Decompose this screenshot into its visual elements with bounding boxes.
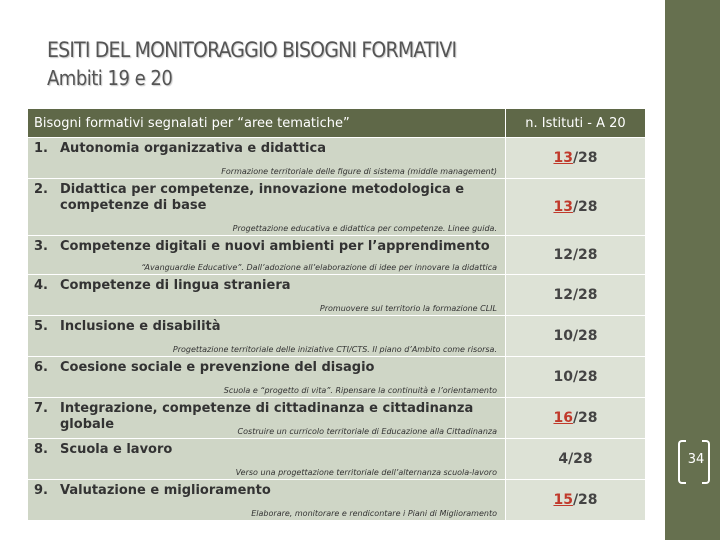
count-value: 10: [553, 369, 573, 385]
count-cell: [506, 439, 646, 480]
item-note: Formazione territoriale delle figure di sistema (middle management): [221, 167, 497, 176]
item-number: 8.: [34, 442, 48, 457]
count-cell: [506, 480, 646, 521]
item-number: 6.: [34, 360, 48, 375]
item-label: Valutazione e miglioramento: [60, 483, 271, 498]
topic-cell: [28, 179, 506, 236]
item-note: Progettazione territoriale delle iniziative CTI/CTS. Il piano d’Ambito come risorsa.: [172, 345, 497, 354]
count-total: /28: [572, 369, 598, 385]
item-label: Inclusione e disabilità: [60, 319, 221, 334]
count-value: 12: [553, 287, 573, 303]
count-cell: [506, 236, 646, 275]
table-row: [28, 236, 646, 275]
count-total: /28: [568, 451, 593, 467]
topic-cell: [28, 480, 506, 521]
item-label: Competenze di lingua straniera: [60, 278, 291, 293]
item-number: 7.: [34, 401, 48, 416]
header-count: n. Istituti - A 20: [506, 109, 646, 138]
item-number: 5.: [34, 319, 48, 334]
count-value: 13: [553, 199, 573, 215]
count-cell: [506, 179, 646, 236]
slide-title: [47, 36, 456, 92]
item-label: Competenze digitali e nuovi ambienti per l’apprendimento: [60, 239, 490, 254]
count-total: /28: [572, 492, 598, 508]
count-value: 4: [558, 451, 569, 467]
topic-cell: [28, 398, 506, 439]
title-line-2: Ambiti 19 e 20: [47, 66, 173, 90]
topic-cell: [28, 316, 506, 357]
page-number-bracket-right: [702, 440, 710, 484]
table-row: [28, 179, 646, 236]
item-note: Verso una progettazione territoriale dell’alternanza scuola-lavoro: [235, 468, 497, 477]
item-label: Autonomia organizzativa e didattica: [60, 141, 326, 156]
page-number: 34: [687, 452, 705, 467]
count-total: /28: [572, 328, 598, 344]
count-cell: [506, 398, 646, 439]
title-line-1: ESITI DEL MONITORAGGIO BISOGNI FORMATIVI: [47, 38, 457, 62]
item-label: Didattica per competenze, innovazione metodologica e competenze di base: [60, 182, 465, 213]
count-value: 15: [553, 492, 573, 508]
count-cell: [506, 275, 646, 316]
item-label: Scuola e lavoro: [60, 442, 173, 457]
item-note: Promuovere sul territorio la formazione CLIL: [319, 304, 497, 313]
topic-cell: [28, 357, 506, 398]
header-topics: Bisogni formativi segnalati per “aree tematiche”: [28, 109, 506, 138]
item-note: Elaborare, monitorare e rendicontare i Piani di Miglioramento: [251, 509, 497, 518]
item-number: 4.: [34, 278, 48, 293]
count-total: /28: [572, 247, 598, 263]
table-row: [28, 398, 646, 439]
table-body: [28, 138, 646, 521]
item-number: 2.: [34, 182, 48, 197]
item-note: “Avanguardie Educative”. Dall’adozione all’elaborazione di idee per innovare la didattica: [141, 263, 497, 272]
item-label: Integrazione, competenze di cittadinanza e cittadinanza globale: [60, 401, 474, 432]
count-total: /28: [572, 410, 598, 426]
item-number: 9.: [34, 483, 48, 498]
count-value: 12: [553, 247, 573, 263]
item-note: Scuola e “progetto di vita”. Ripensare la continuità e l’orientamento: [223, 386, 497, 395]
table-row: [28, 275, 646, 316]
item-note: Progettazione educativa e didattica per competenze. Linee guida.: [232, 224, 497, 233]
count-total: /28: [572, 287, 598, 303]
table-row: [28, 316, 646, 357]
topic-cell: [28, 275, 506, 316]
item-number: 1.: [34, 141, 48, 156]
topic-cell: [28, 439, 506, 480]
count-cell: [506, 316, 646, 357]
topic-cell: [28, 138, 506, 179]
table-row: [28, 439, 646, 480]
count-value: 16: [553, 410, 573, 426]
item-note: Costruire un curricolo territoriale di Educazione alla Cittadinanza: [237, 427, 497, 436]
count-total: /28: [572, 199, 598, 215]
count-cell: [506, 357, 646, 398]
count-total: /28: [572, 150, 598, 166]
item-label: Coesione sociale e prevenzione del disagio: [60, 360, 375, 375]
needs-table: [27, 108, 646, 521]
table-row: [28, 138, 646, 179]
item-number: 3.: [34, 239, 48, 254]
table-row: [28, 357, 646, 398]
count-value: 10: [553, 328, 573, 344]
table-row: [28, 480, 646, 521]
count-cell: [506, 138, 646, 179]
topic-cell: [28, 236, 506, 275]
count-value: 13: [553, 150, 573, 166]
